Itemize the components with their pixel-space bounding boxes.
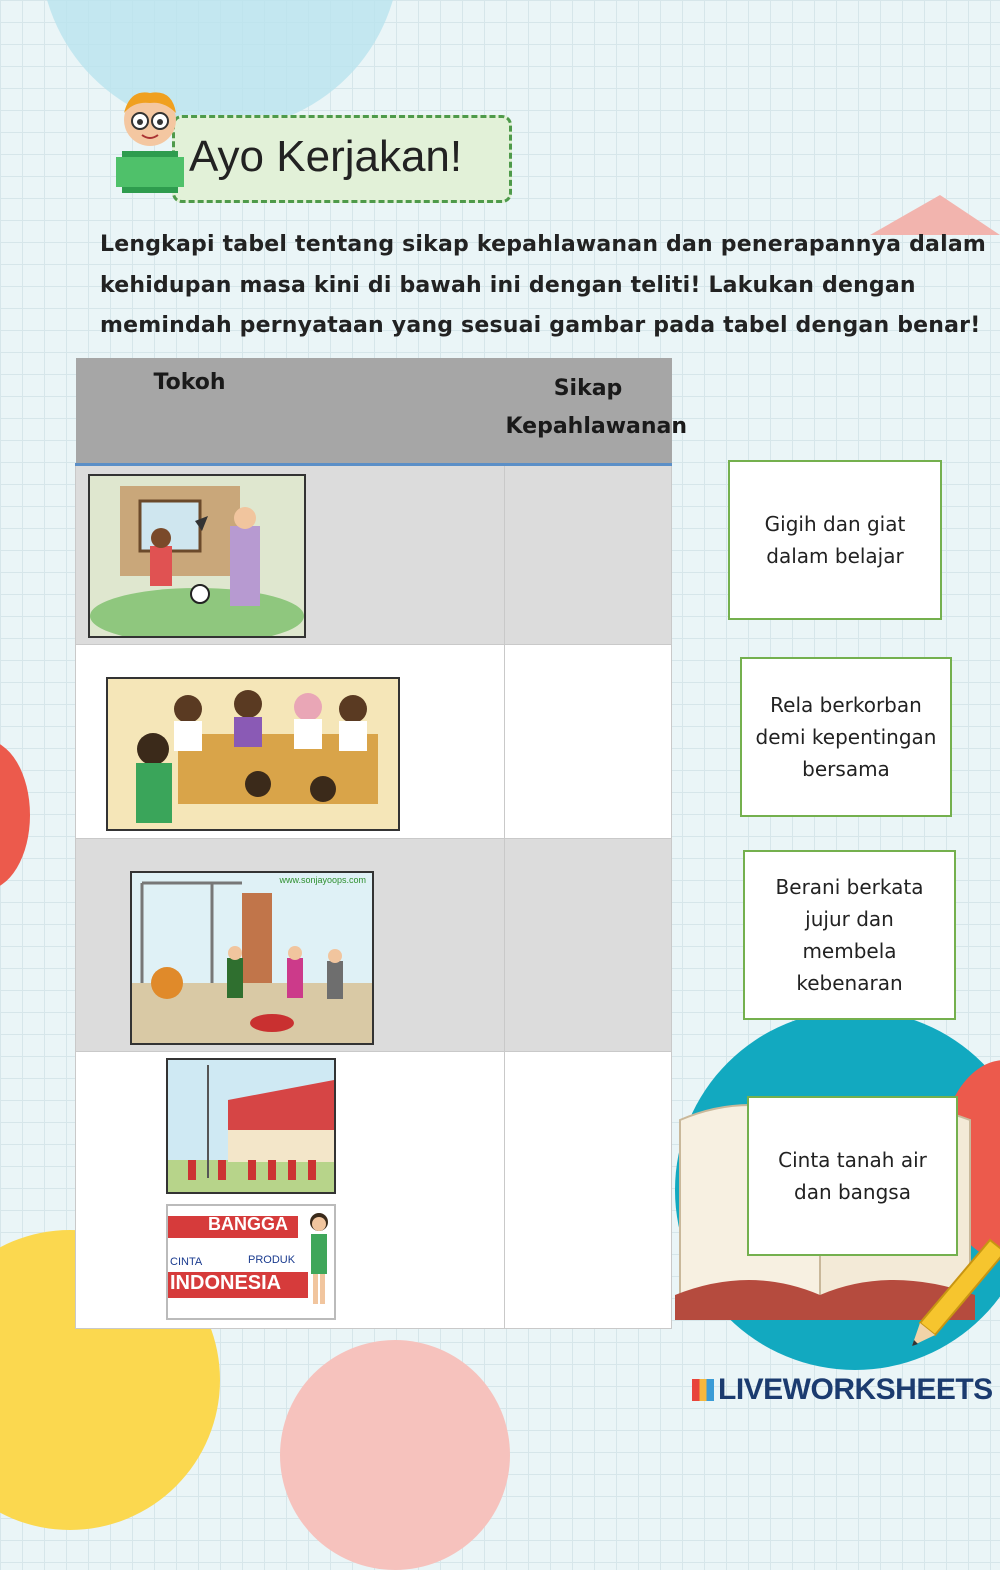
answer-card-gigih[interactable] (728, 460, 942, 620)
title-box (172, 115, 512, 203)
header-sikap: Sikap (553, 376, 623, 401)
card-line: bersama (802, 757, 890, 781)
banner-cinta: CINTA (170, 1256, 203, 1268)
instruction-line-3: memindah pernyataan yang sesuai gambar pada tabel dengan benar! (100, 313, 981, 338)
image-cell (76, 839, 505, 1052)
pencil-icon (900, 1230, 1000, 1350)
card-line: Cinta tanah air (778, 1148, 927, 1172)
bangga-produk-indonesia-picture (166, 1204, 336, 1320)
worksheet-table (75, 358, 688, 1329)
table-row (76, 645, 672, 839)
decor-circle-red-left (0, 740, 30, 890)
liveworksheets-logo (692, 1373, 993, 1407)
card-line: dan bangsa (794, 1180, 911, 1204)
answer-drop-cell[interactable] (505, 1052, 672, 1329)
instruction-text (100, 225, 990, 347)
answer-card-text (765, 508, 906, 572)
table-row (76, 465, 672, 645)
image-watermark: www.sonjayoops.com (279, 875, 366, 885)
card-line: Rela berkorban (770, 693, 922, 717)
header-tokoh: Tokoh (76, 358, 505, 465)
card-line: Berani berkata (775, 875, 924, 899)
flag-ceremony-picture (166, 1058, 336, 1194)
answer-card-berani-jujur[interactable] (743, 850, 956, 1020)
banner-bangga: BANGGA (208, 1214, 288, 1234)
header-sikap-kepahlawanan (505, 358, 688, 465)
answer-card-rela-berkorban[interactable] (740, 657, 952, 817)
table-header-row (76, 358, 672, 465)
answer-card-text (778, 1144, 927, 1208)
card-line: kebenaran (796, 971, 903, 995)
classroom-picture (106, 677, 400, 831)
card-line: demi kepentingan (755, 725, 937, 749)
instruction-line-1: Lengkapi tabel tentang sikap kepahlawanan dan penerapannya dalam (100, 232, 986, 257)
reading-kid-icon (110, 85, 190, 205)
page-title: Ayo Kerjakan! (189, 132, 463, 181)
answer-card-text (755, 871, 944, 999)
card-line: Gigih dan giat (764, 512, 906, 536)
instruction-line-2: kehidupan masa kini di bawah ini dengan teliti! Lakukan dengan (100, 272, 916, 298)
answer-drop-cell[interactable] (505, 839, 672, 1052)
card-line: dalam belajar (766, 544, 904, 568)
header (110, 85, 530, 210)
answer-drop-cell[interactable] (505, 465, 672, 645)
header-kepahlawanan: Kepahlawanan (505, 414, 688, 439)
building-work-picture (130, 871, 374, 1045)
liveworksheets-logo-icon (692, 1379, 714, 1401)
image-cell (76, 645, 505, 839)
table-row (76, 839, 672, 1052)
answer-card-text (756, 689, 937, 785)
banner-produk: PRODUK (248, 1254, 296, 1266)
banner-indonesia: INDONESIA (170, 1272, 282, 1294)
answer-drop-cell[interactable] (505, 645, 672, 839)
image-cell (76, 465, 505, 645)
broken-window-picture (88, 474, 306, 638)
table-row (76, 1052, 672, 1329)
card-line: jujur dan membela (802, 907, 897, 963)
image-cell (76, 1052, 505, 1329)
decor-circle-pink-bottom (280, 1340, 510, 1570)
logo-text: LIVEWORKSHEETS (718, 1373, 993, 1406)
